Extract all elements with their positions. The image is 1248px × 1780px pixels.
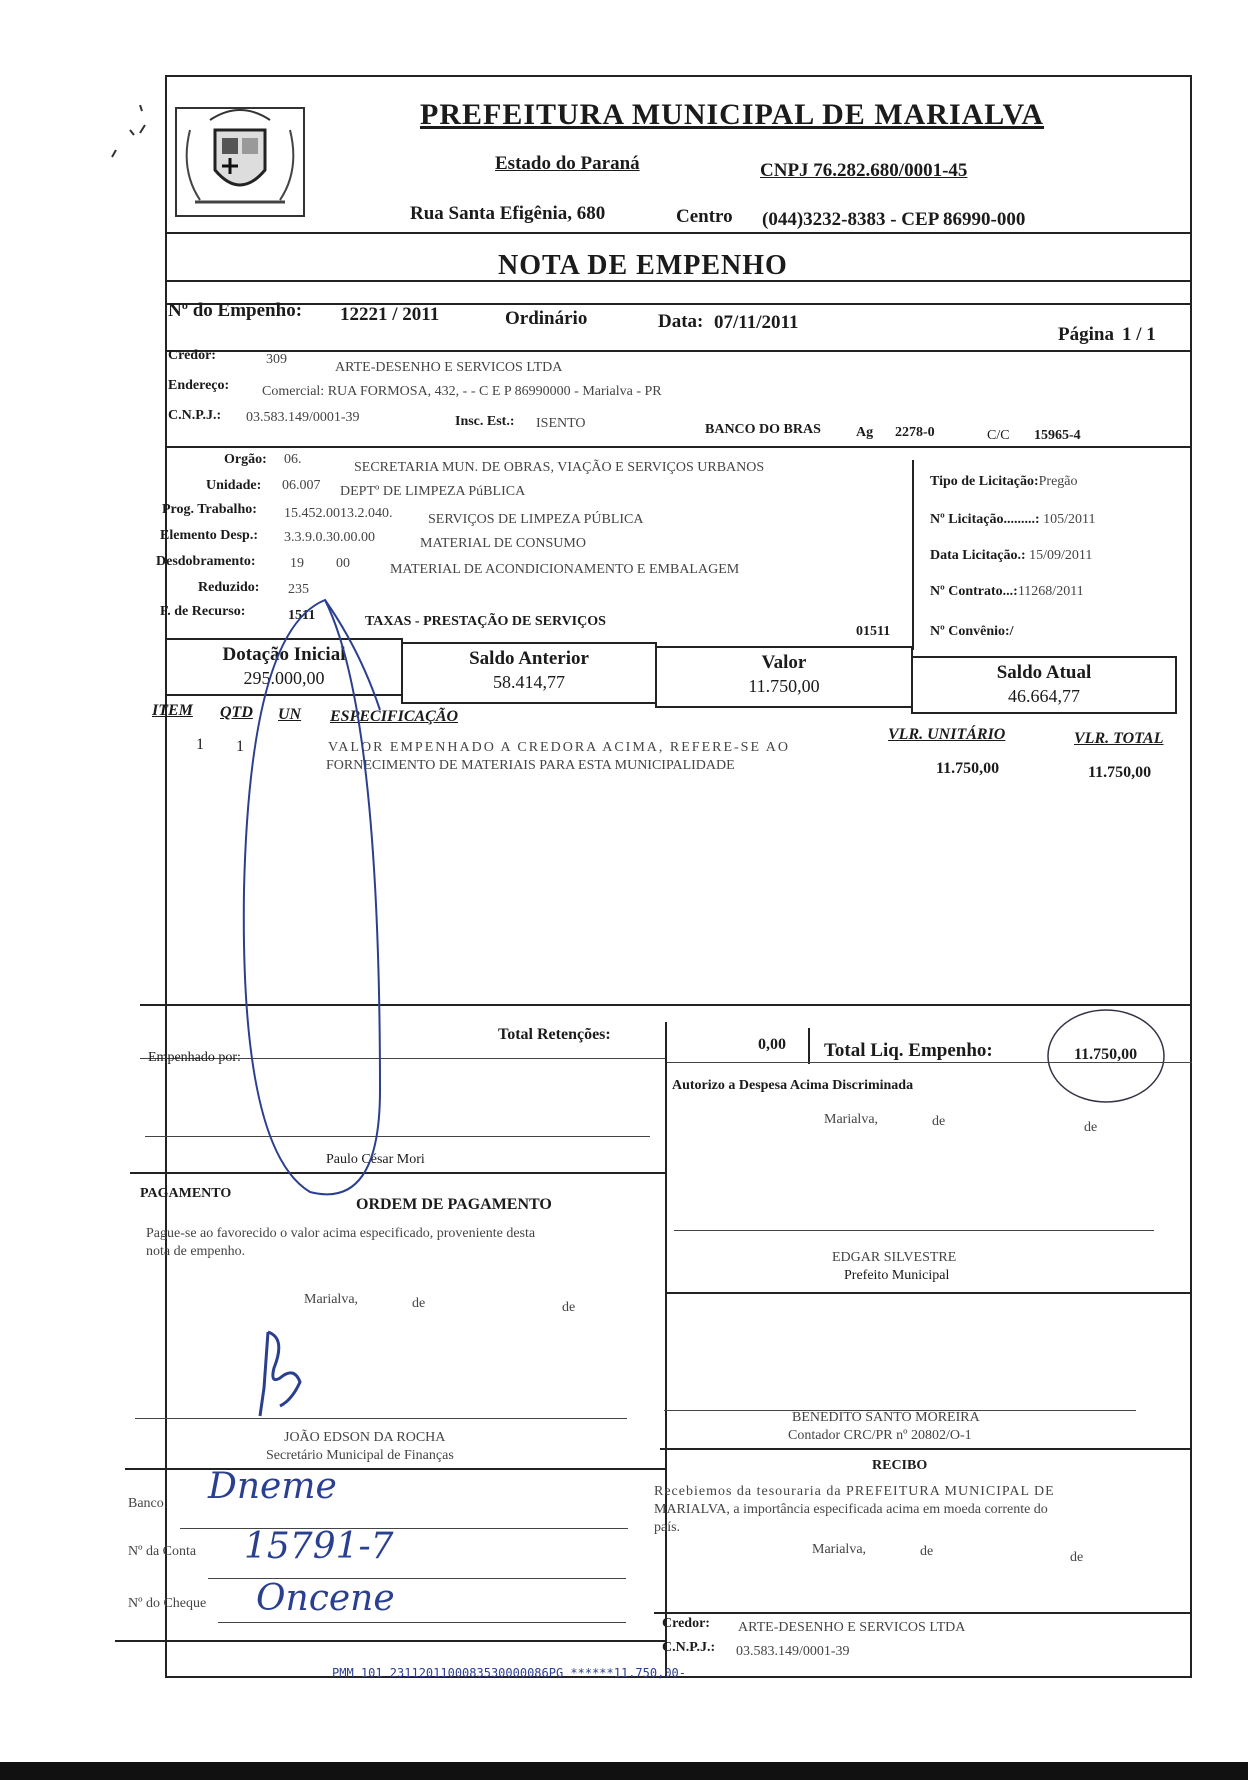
empenho-num: 12221 / 2011 (340, 304, 440, 325)
bank-name: BANCO DO BRAS (705, 422, 821, 437)
saldo-atual-label: Saldo Atual (996, 662, 1092, 683)
ordem-text-1: Pague-se ao favorecido o valor acima especificado, proveniente desta (146, 1226, 536, 1241)
empenhado-label: Empenhado por: (148, 1050, 241, 1065)
divider (125, 1468, 665, 1470)
de-recibo-2: de (1070, 1550, 1084, 1565)
cc-label: C/C (987, 428, 1010, 443)
col-unit-header: VLR. UNITÁRIO (888, 726, 1006, 743)
col-qtd-header: QTD (220, 704, 253, 721)
recurso-desc: TAXAS - PRESTAÇÃO DE SERVIÇOS (365, 614, 606, 629)
divider (165, 303, 1192, 305)
scan-edge (0, 1762, 1248, 1780)
de-recibo-1: de (920, 1544, 934, 1559)
page-label: Página (1058, 324, 1114, 345)
contador-name: BENEDITO SANTO MOREIRA (792, 1410, 980, 1425)
saldo-anterior-label: Saldo Anterior (469, 648, 589, 669)
coat-of-arms-logo (170, 90, 310, 225)
divider (666, 1292, 1192, 1294)
divider (165, 350, 1192, 352)
recibo-label: RECIBO (872, 1458, 928, 1473)
data-licitacao-label: Data Licitação.: 15/09/2011 (930, 548, 1093, 563)
agency-label: Ag (856, 425, 874, 440)
conta-handwritten: 15791-7 (244, 1526, 394, 1567)
cheque-handwritten: Oncene (256, 1578, 395, 1619)
contrato-label: Nº Contrato...:11268/2011 (930, 584, 1084, 599)
elem-code: 3.3.9.0.30.00.00 (284, 530, 375, 545)
col-total-header: VLR. TOTAL (1074, 730, 1164, 747)
cnpj: CNPJ 76.282.680/0001-45 (760, 160, 968, 181)
reduzido-value: 235 (288, 582, 309, 597)
unidade-label: Unidade: (206, 478, 262, 493)
valor-label: Valor (761, 652, 807, 673)
insc-value: ISENTO (536, 416, 586, 431)
item-total: 11.750,00 (1088, 764, 1152, 781)
empenho-type: Ordinário (505, 308, 588, 329)
item-espec-line2: FORNECIMENTO DE MATERIAIS PARA ESTA MUNICIPALIDADE (326, 758, 735, 773)
empenho-num-label: Nº do Empenho: (168, 300, 303, 321)
de-right-1: de (932, 1114, 946, 1129)
dotacao-label: Dotação Inicial (222, 644, 346, 665)
saldo-anterior-value: 58.414,77 (493, 672, 565, 692)
divider (165, 446, 1192, 448)
divider-vertical (808, 1028, 810, 1064)
city-left: Marialva, (304, 1292, 359, 1307)
ordem-label: ORDEM DE PAGAMENTO (356, 1196, 552, 1213)
ordem-text-2: nota de empenho. (146, 1244, 246, 1259)
date-value: 07/11/2011 (714, 312, 799, 333)
divider-vertical (665, 1058, 667, 1678)
credor-name-recibo: ARTE-DESENHO E SERVICOS LTDA (738, 1620, 966, 1635)
endereco-value: Comercial: RUA FORMOSA, 432, - - C E P 86990000 - Marialva - PR (262, 384, 662, 399)
divider (654, 1612, 1192, 1614)
tipo-licitacao-label: Tipo de Licitação:Pregão (930, 474, 1078, 489)
valor-value: 11.750,00 (748, 676, 820, 696)
handwritten-loop-mark (230, 590, 430, 1210)
saldo-anterior-box (401, 642, 657, 704)
col-espec-header: ESPECIFICAÇÃO (330, 708, 459, 725)
empenhado-name: Paulo César Mori (326, 1152, 425, 1167)
item-qtd: 1 (236, 738, 244, 755)
pagamento-label: PAGAMENTO (140, 1186, 232, 1201)
signature-line (135, 1418, 627, 1419)
divider (165, 232, 1192, 234)
desd-code: 19 (290, 556, 304, 571)
cnpj-label: C.N.P.J.: (168, 408, 222, 423)
conta-label: Nº da Conta (128, 1544, 197, 1559)
dotacao-value: 295.000,00 (243, 668, 325, 688)
cnpj-value-recibo: 03.583.149/0001-39 (736, 1644, 850, 1659)
date-label: Data: (658, 311, 704, 332)
secretary-signature (250, 1328, 310, 1420)
input-line (218, 1622, 626, 1623)
city-right: Marialva, (824, 1112, 879, 1127)
divider-vertical (665, 1022, 667, 1062)
divider (165, 280, 1192, 282)
desd-desc: MATERIAL DE ACONDICIONAMENTO E EMBALAGEM (390, 562, 740, 577)
prog-code: 15.452.0013.2.040. (284, 506, 393, 521)
secretary-name: JOÃO EDSON DA ROCHA (284, 1430, 446, 1445)
recibo-text-3: país. (654, 1520, 681, 1535)
divider (666, 1062, 1192, 1063)
page-value: 1 / 1 (1122, 324, 1156, 345)
item-unit: 11.750,00 (936, 760, 1000, 777)
de-left-2: de (562, 1300, 576, 1315)
banco-handwritten: Dneme (208, 1466, 337, 1507)
district: Centro (676, 206, 733, 227)
de-left-1: de (412, 1296, 426, 1311)
credor-code: 309 (266, 352, 287, 367)
cnpj-value: 03.583.149/0001-39 (246, 410, 360, 425)
prog-label: Prog. Trabalho: (162, 502, 257, 517)
prog-desc: SERVIÇOS DE LIMPEZA PÚBLICA (428, 512, 644, 527)
total-circle-mark (1040, 1000, 1170, 1110)
footer-code: PMM 101 2311201100083530000086PG ******11.750,00- (332, 1666, 687, 1680)
signature-line (674, 1230, 1154, 1231)
unidade-code: 06.007 (282, 478, 321, 493)
recurso-code-2: 01511 (856, 624, 891, 639)
desd-code2: 00 (336, 556, 350, 571)
desd-label: Desdobramento: (156, 554, 256, 569)
elem-desc: MATERIAL DE CONSUMO (420, 536, 586, 551)
state-name: Estado do Paraná (495, 153, 640, 174)
address: Rua Santa Efigênia, 680 (410, 203, 606, 224)
recurso-label: F. de Recurso: (160, 604, 246, 619)
orgao-label: Orgão: (224, 452, 267, 467)
cnpj-label-recibo: C.N.P.J.: (662, 1640, 716, 1655)
retencoes-value: 0,00 (758, 1036, 786, 1053)
cc-value: 15965-4 (1034, 428, 1081, 443)
contador-title: Contador CRC/PR nº 20802/O-1 (788, 1428, 972, 1443)
prefeito-title: Prefeito Municipal (844, 1268, 950, 1283)
unidade-desc: DEPTº DE LIMPEZA PúBLICA (340, 484, 526, 499)
scan-mark (110, 105, 150, 165)
elem-label: Elemento Desp.: (160, 528, 258, 543)
credor-name: ARTE-DESENHO E SERVICOS LTDA (335, 360, 563, 375)
agency-value: 2278-0 (895, 425, 935, 440)
cheque-label: Nº do Cheque (128, 1596, 207, 1611)
divider (660, 1448, 1192, 1450)
endereco-label: Endereço: (168, 378, 230, 393)
doc-title: NOTA DE EMPENHO (498, 250, 788, 281)
reduzido-label: Reduzido: (198, 580, 260, 595)
item-num: 1 (196, 736, 204, 753)
orgao-desc: SECRETARIA MUN. DE OBRAS, VIAÇÃO E SERVIÇOS URBANOS (354, 460, 765, 475)
city-recibo: Marialva, (812, 1542, 867, 1557)
item-espec-line1: VALOR EMPENHADO A CREDORA ACIMA, REFERE-SE AO (328, 740, 790, 755)
autorizo-text: Autorizo a Despesa Acima Discriminada (672, 1078, 914, 1093)
retencoes-label: Total Retenções: (498, 1026, 611, 1043)
recibo-text-1: Recebiemos da tesouraria da PREFEITURA MUNICIPAL DE (654, 1484, 1055, 1499)
col-item-header: ITEM (152, 702, 193, 719)
de-right-2: de (1084, 1120, 1098, 1135)
recurso-code: 1511 (288, 608, 316, 623)
banco-label: Banco (128, 1496, 164, 1511)
divider-vertical (912, 460, 914, 650)
credor-label-recibo: Credor: (662, 1616, 710, 1631)
liq-empenho-label: Total Liq. Empenho: (824, 1040, 993, 1061)
saldo-atual-box (911, 656, 1177, 714)
valor-box (655, 646, 913, 708)
liq-empenho-value: 11.750,00 (1074, 1046, 1138, 1063)
insc-label: Insc. Est.: (455, 414, 515, 429)
prefeito-name: EDGAR SILVESTRE (832, 1250, 957, 1265)
recibo-text-2: MARIALVA, a importância especificada acima em moeda corrente do (654, 1502, 1048, 1517)
saldo-atual-value: 46.664,77 (1008, 686, 1080, 706)
convenio-label: Nº Convênio:/ (930, 624, 1014, 639)
credor-label: Credor: (168, 348, 216, 363)
page-title: PREFEITURA MUNICIPAL DE MARIALVA (420, 98, 1045, 131)
num-licitacao-label: Nº Licitação.........: 105/2011 (930, 512, 1096, 527)
orgao-code: 06. (284, 452, 302, 467)
col-un-header: UN (278, 706, 302, 723)
divider (115, 1640, 665, 1642)
phone-cep: (044)3232-8383 - CEP 86990-000 (762, 209, 1026, 230)
secretary-title: Secretário Municipal de Finanças (266, 1448, 454, 1463)
